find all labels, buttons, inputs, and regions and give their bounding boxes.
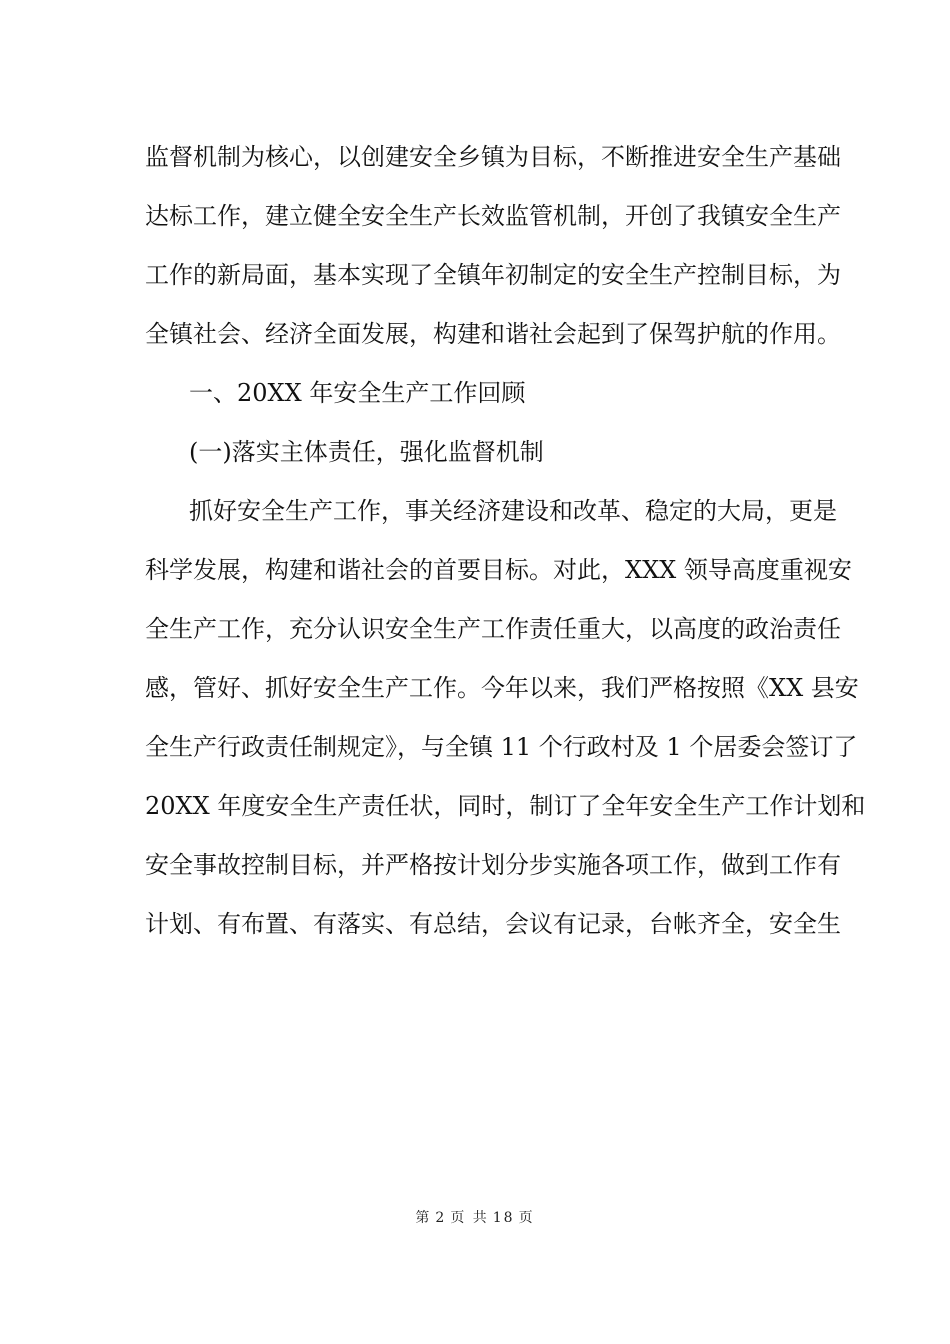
body-text <box>145 128 866 954</box>
paragraph-line: 抓好安全生产工作，事关经济建设和改革、稳定的大局，更是 <box>189 497 837 525</box>
total-page-count: 18 <box>492 1210 515 1226</box>
page-label-mid: 页 共 <box>450 1210 489 1226</box>
page-footer <box>0 1207 950 1227</box>
paragraph-line: 监督机制为核心，以创建安全乡镇为目标，不断推进安全生产基础 <box>145 143 841 171</box>
subsection-heading: (一)落实主体责任，强化监督机制 <box>189 438 544 466</box>
page-label-suffix: 页 <box>518 1210 535 1226</box>
paragraph-line: 安全事故控制目标，并严格按计划分步实施各项工作，做到工作有 <box>145 851 841 879</box>
paragraph-line: 达标工作，建立健全安全生产长效监管机制，开创了我镇安全生产 <box>145 202 841 230</box>
paragraph-line: 全生产行政责任制规定》，与全镇 11 个行政村及 1 个居委会签订了 <box>145 733 858 761</box>
paragraph-line: 工作的新局面，基本实现了全镇年初制定的安全生产控制目标，为 <box>145 261 841 289</box>
paragraph-line: 科学发展，构建和谐社会的首要目标。对此，XXX 领导高度重视安 <box>145 556 852 584</box>
paragraph-line: 感，管好、抓好安全生产工作。今年以来，我们严格按照《XX 县安 <box>145 674 859 702</box>
paragraph-line: 计划、有布置、有落实、有总结，会议有记录，台帐齐全，安全生 <box>145 910 841 938</box>
paragraph-line: 全生产工作，充分认识安全生产工作责任重大，以高度的政治责任 <box>145 615 841 643</box>
current-page-number: 2 <box>435 1210 447 1226</box>
paragraph-line: 全镇社会、经济全面发展，构建和谐社会起到了保驾护航的作用。 <box>145 320 841 348</box>
section-heading: 一、20XX 年安全生产工作回顾 <box>189 379 526 407</box>
paragraph-line: 20XX 年度安全生产责任状，同时，制订了全年安全生产工作计划和 <box>145 792 866 820</box>
page-label-prefix: 第 <box>415 1210 432 1226</box>
